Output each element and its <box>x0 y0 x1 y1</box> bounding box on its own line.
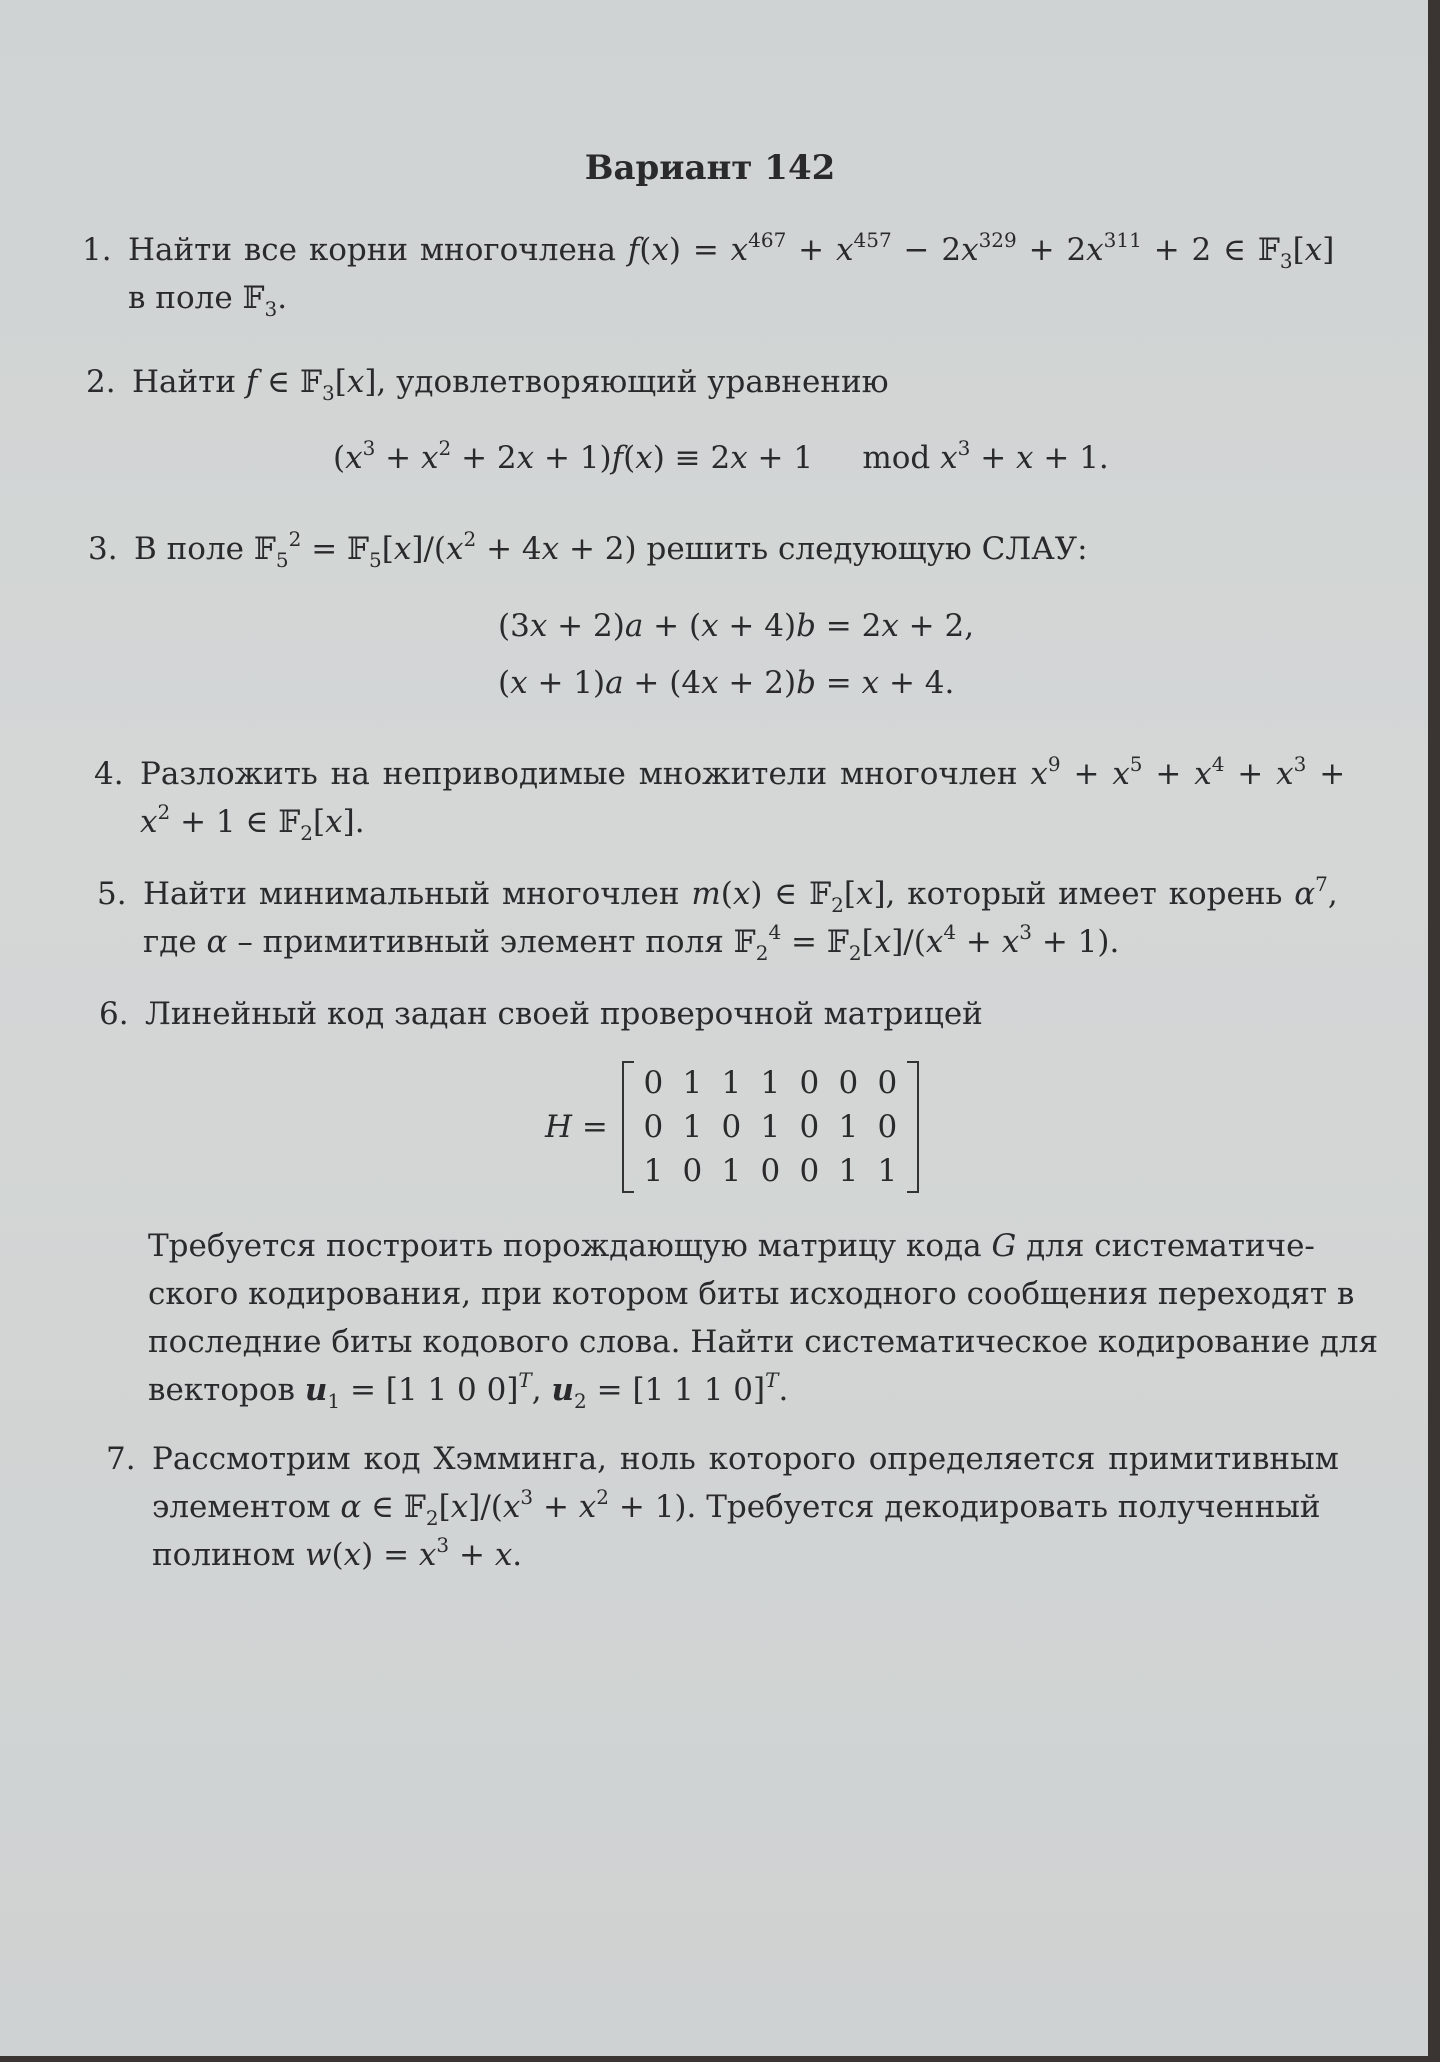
matrix-cell: 1 <box>682 1109 703 1145</box>
matrix-row-1 <box>634 1061 907 1105</box>
problem-7-line-2: элементом α ∈ $𝔽_2[x]/(x^3 + x^2 + 1)$. Требуется декодировать полученный <box>152 1485 1321 1530</box>
problem-6 <box>99 990 1345 1038</box>
matrix-cell: 0 <box>799 1109 820 1145</box>
problem-3-equation-1: (3x + 2)a + (x + 4)b = 2x + 2, <box>498 608 975 644</box>
matrix-cell: 1 <box>682 1065 703 1101</box>
matrix-cell: 1 <box>643 1153 664 1189</box>
matrix-cell: 0 <box>760 1153 781 1189</box>
matrix-cell: 0 <box>799 1065 820 1101</box>
problem-number: 7. <box>106 1441 136 1477</box>
problem-number: 5. <box>97 876 127 912</box>
problem-number: 6. <box>99 996 129 1032</box>
matrix-cell: 0 <box>877 1065 898 1101</box>
problem-5-line-1: Найти минимальный многочлен m(x) ∈ 𝔽$_2$[x], который имеет корень $\alpha^7$, <box>143 872 1338 917</box>
problem-5 <box>97 870 1343 966</box>
problem-1-line-2: в поле 𝔽$_3$. <box>128 280 288 321</box>
problem-6-paragraph <box>148 1222 1379 1414</box>
matrix-cell: 1 <box>721 1153 742 1189</box>
problem-6-para-line-2: ского кодирования, при котором биты исходного сообщения переходят в <box>148 1276 1355 1312</box>
matrix-cell: 0 <box>643 1109 664 1145</box>
problem-4 <box>94 750 1346 846</box>
matrix-cell: 1 <box>760 1065 781 1101</box>
matrix-cell: 0 <box>643 1065 664 1101</box>
problem-number: 4. <box>94 756 124 792</box>
problem-3-equation-2: (x + 1)a + (4x + 2)b = x + 4. <box>498 665 955 701</box>
check-matrix <box>545 1058 919 1196</box>
problem-3-line-1: В поле 𝔽$_5^2$ = $𝔽_5[x]/(x^2 + 4x + 2)$ решить следующую СЛАУ: <box>134 527 1088 572</box>
problem-number: 2. <box>86 364 116 400</box>
problem-7-line-3: полином $w(x) = x^3 + x$. <box>152 1533 523 1573</box>
problem-6-para-line-1: Требуется построить порождающую матрицу кода G для систематиче- <box>148 1228 1315 1264</box>
problem-number: 3. <box>88 531 118 567</box>
matrix-cell: 1 <box>760 1109 781 1145</box>
matrix-cell: 0 <box>838 1065 859 1101</box>
matrix-cell: 0 <box>877 1109 898 1145</box>
problem-1-line-1: Найти все корни многочлена $f(x) = x^{467} + x^{457} - 2x^{329} + 2x^{311} + 2$ ∈ 𝔽$_3$[x] <box>128 228 1335 273</box>
matrix-cell: 1 <box>838 1109 859 1145</box>
problem-number: 1. <box>82 232 112 268</box>
problem-6-para-line-4: векторов $u_1 = [1$ 1 0 0]$^T$, $u_2 = [1$ 1 1 0]$^T$. <box>148 1368 789 1413</box>
problem-2 <box>86 358 1332 406</box>
problem-2-equation: $(x^3 + x^2 + 2x + 1)f(x) \equiv 2x + 1$ mod $x^3 + x + 1$. <box>333 436 1109 476</box>
problem-7 <box>106 1435 1339 1579</box>
problem-4-line-1: Разложить на неприводимые множители многочлен $x^9 + x^5 + x^4 + x^3$ + <box>140 752 1346 792</box>
matrix-body <box>622 1061 919 1193</box>
problem-3 <box>88 525 1334 573</box>
problem-6-line-1: Линейный код задан своей проверочной матрицей <box>145 996 983 1032</box>
problem-5-line-2: где α – примитивный элемент поля 𝔽$_2^4$ = $𝔽_2[x]/(x^4 + x^3 + 1)$. <box>143 920 1120 965</box>
matrix-cell: 0 <box>682 1153 703 1189</box>
problem-7-line-1: Рассмотрим код Хэмминга, ноль которого определяется примитивным <box>152 1441 1339 1477</box>
matrix-cell: 0 <box>721 1109 742 1145</box>
problem-6-para-line-3: последние биты кодового слова. Найти систематическое кодирование для <box>148 1324 1379 1360</box>
problem-4-line-2: $x^2 + 1$ ∈ 𝔽$_2$[x]. <box>140 800 365 845</box>
matrix-cell: 1 <box>721 1065 742 1101</box>
matrix-cell: 1 <box>838 1153 859 1189</box>
matrix-row-2 <box>634 1105 907 1149</box>
problem-2-line-1: Найти f ∈ 𝔽$_3$[x], удовлетворяющий уравнению <box>132 364 889 405</box>
page-title: Вариант 142 <box>584 148 836 188</box>
matrix-label: H = <box>545 1109 608 1145</box>
problem-1-polynomial: $f(x) = x^{467} + x^{457} - 2x^{329} + 2x^{311} + 2$ ∈ 𝔽$_3$[x] <box>627 228 1335 273</box>
matrix-cell: 0 <box>799 1153 820 1189</box>
matrix-row-3 <box>634 1149 907 1193</box>
problem-1 <box>82 226 1348 322</box>
matrix-cell: 1 <box>877 1153 898 1189</box>
